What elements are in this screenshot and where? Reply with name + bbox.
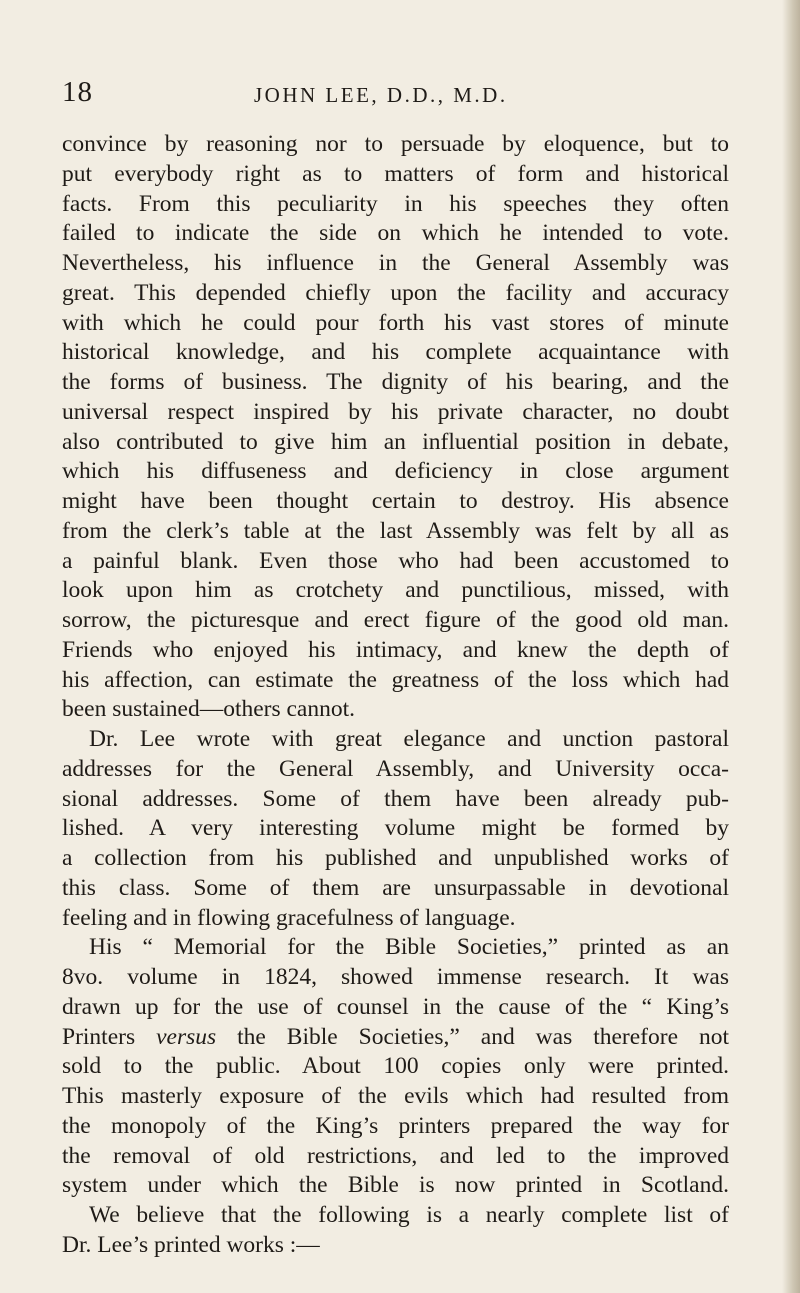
page-number: 18: [62, 76, 93, 108]
text-line: We believe that the following is a nearly complete list of: [89, 1202, 729, 1228]
italic-word: versus: [156, 1023, 217, 1050]
text-line: sorrow, the picturesque and erect figure of the good old man.: [62, 607, 729, 633]
text-line: convince by reasoning nor to persuade by eloquence, but to: [62, 131, 729, 157]
text-line: this class. Some of them are unsurpassable in devotional: [62, 874, 729, 901]
text-line: a collection from his published and unpublished works of: [62, 845, 729, 871]
text-line: the removal of old restrictions, and led to the improved: [62, 1142, 729, 1169]
page-header: [62, 76, 722, 116]
text-line: addresses for the General Assembly, and University occa-: [62, 755, 729, 782]
text-line: his affection, can estimate the greatness of the loss which had: [62, 666, 729, 693]
text-line: look upon him as crotchety and punctilious, missed, with: [62, 577, 729, 604]
text-line: Nevertheless, his influence in the General Assembly was: [62, 250, 729, 276]
text-line: the monopoly of the King’s printers prepared the way for: [62, 1112, 729, 1139]
text-line: the forms of business. The dignity of his bearing, and the: [62, 369, 729, 395]
text-line: great. This depended chiefly upon the facility and accuracy: [62, 279, 729, 306]
text-line: a painful blank. Even those who had been accustomed to: [62, 547, 729, 574]
text-line: sold to the public. About 100 copies only were printed.: [62, 1053, 729, 1080]
text-line: also contributed to give him an influential position in debate,: [62, 428, 729, 455]
text-line: been sustained—others cannot.: [62, 696, 356, 723]
text-line: failed to indicate the side on which he intended to vote.: [62, 220, 729, 247]
text-line: drawn up for the use of counsel in the cause of the “ King’s: [62, 993, 729, 1020]
text-line: sional addresses. Some of them have been already pub-: [62, 785, 729, 812]
text-line: facts. From this peculiarity in his speeches they often: [62, 190, 729, 217]
text-line: Friends who enjoyed his intimacy, and knew the depth of: [62, 636, 729, 663]
text-line: might have been thought certain to destroy. His absence: [62, 488, 729, 514]
text-line: Dr. Lee’s printed works :—: [62, 1231, 320, 1258]
text-line: feeling and in flowing gracefulness of language.: [62, 904, 516, 931]
body-text: [62, 130, 729, 1261]
running-head: JOHN LEE, D.D., M.D.: [254, 83, 508, 107]
text-line: put everybody right as to matters of form and historical: [62, 160, 729, 187]
page-edge-shadow: [782, 0, 800, 1293]
text-line: This masterly exposure of the evils which had resulted from: [62, 1083, 729, 1109]
text-line: universal respect inspired by his private character, no doubt: [62, 398, 729, 425]
text-line: Printers versus the Bible Societies,” and was therefore not: [62, 1023, 729, 1050]
text-line: 8vo. volume in 1824, showed immense research. It was: [62, 964, 729, 990]
text-line: which his diffuseness and deficiency in close argument: [62, 458, 729, 485]
text-line: system under which the Bible is now printed in Scotland.: [62, 1172, 729, 1199]
text-line: historical knowledge, and his complete acquaintance with: [62, 339, 729, 366]
text-line: Dr. Lee wrote with great elegance and unction pastoral: [89, 726, 729, 752]
text-line: lished. A very interesting volume might be formed by: [62, 815, 729, 842]
text-line: with which he could pour forth his vast stores of minute: [62, 309, 729, 336]
text-line: from the clerk’s table at the last Assembly was felt by all as: [62, 517, 729, 544]
text-line: His “ Memorial for the Bible Societies,” printed as an: [89, 934, 729, 961]
